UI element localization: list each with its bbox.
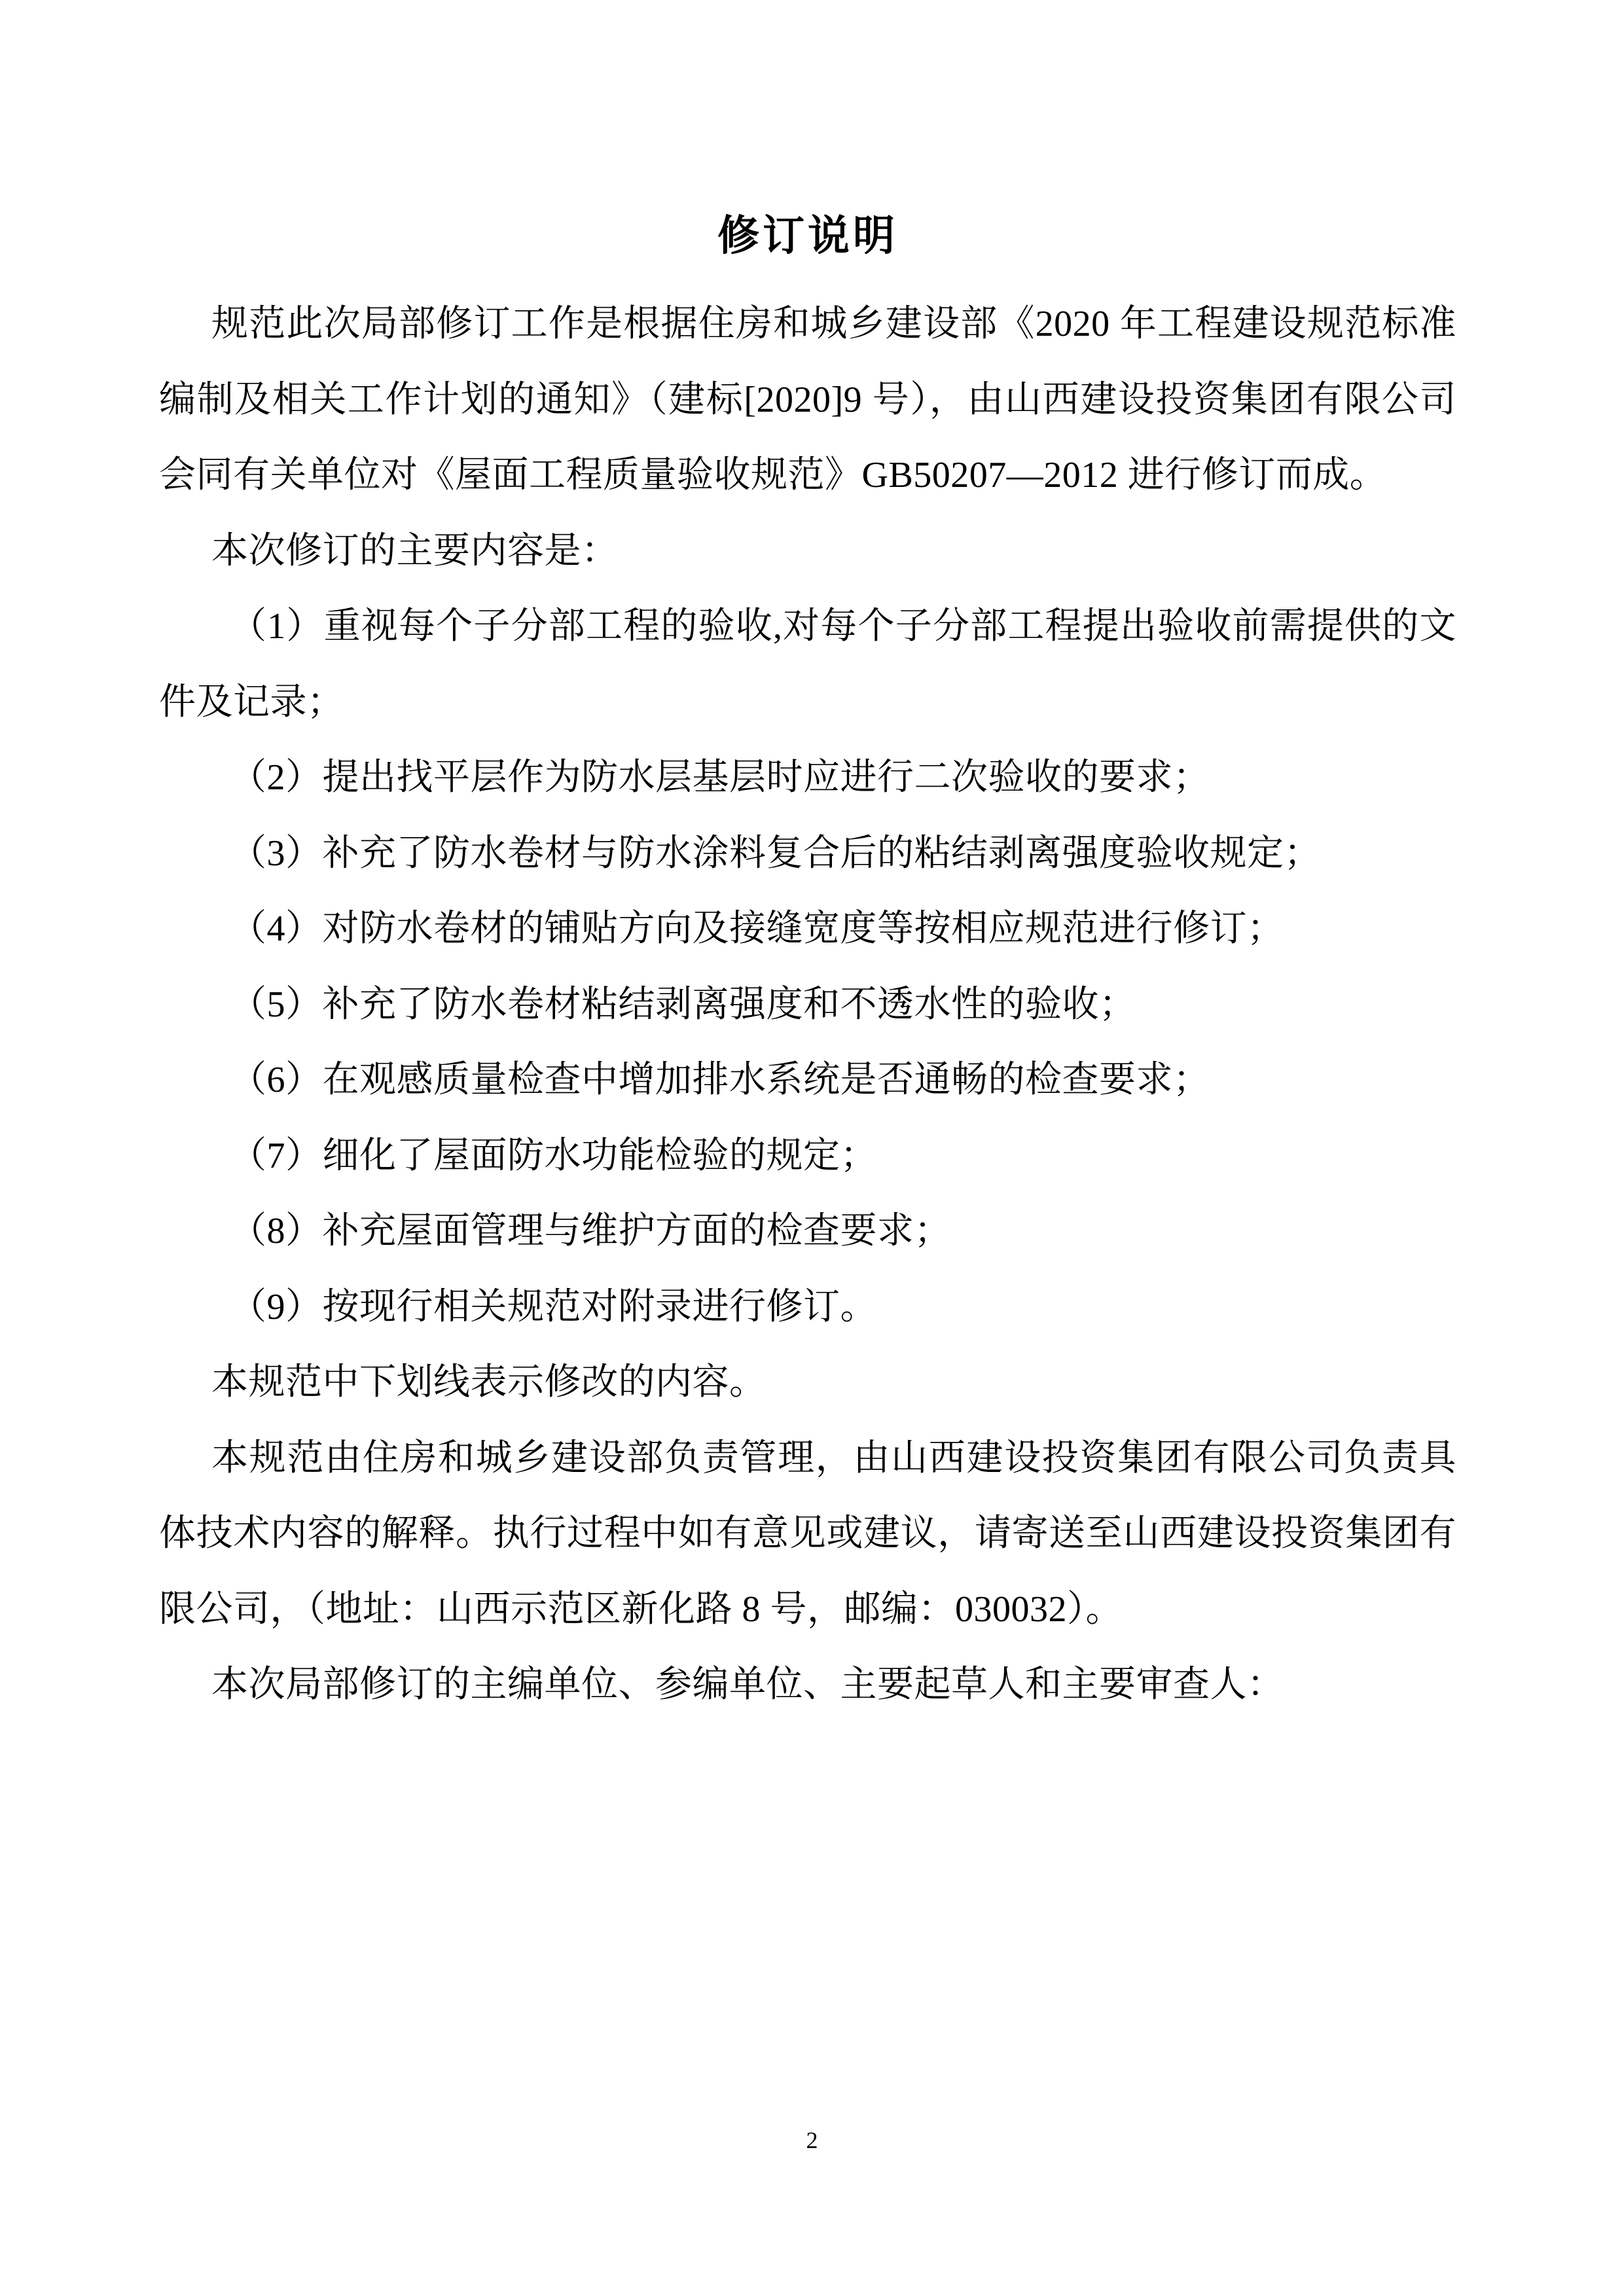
document-title: 修订说明 (717, 212, 898, 259)
page-content (159, 0, 1456, 1723)
paragraph-revision-basis: 规范此次局部修订工作是根据住房和城乡建设部《2020 年工程建设规范标准编制及相关工作计划的通知》（建标[2020]9 号），由山西建设投资集团有限公司会同有关单位对《屋面工程质量验收规范》GB50207—2012 进行修订而成。 (159, 304, 1456, 495)
list-item-1: （1）重视每个子分部工程的验收,对每个子分部工程提出验收前需提供的文件及记录； (159, 606, 1456, 723)
paragraph-management-and-feedback: 本规范由住房和城乡建设部负责管理，由山西建设投资集团有限公司负责具体技术内容的解释。执行过程中如有意见或建议，请寄送至山西建设投资集团有限公司，（地址：山西示范区新化路 8 号，邮编：030032）。 (159, 1437, 1456, 1630)
list-item-6: （6）在观感质量检查中增加排水系统是否通畅的检查要求； (230, 1060, 1210, 1100)
document-body (159, 287, 1456, 1723)
list-item-7: （7）细化了屋面防水功能检验的规定； (230, 1135, 877, 1176)
paragraph-underline-note: 本规范中下划线表示修改的内容。 (211, 1362, 767, 1403)
list-item-3: （3）补充了防水卷材与防水涂料复合后的粘结剥离强度验收规定； (230, 833, 1321, 874)
list-item-9: （9）按现行相关规范对附录进行修订。 (230, 1286, 877, 1327)
list-item-8: （8）补充屋面管理与维护方面的检查要求； (230, 1211, 951, 1251)
paragraph-main-contents-lead: 本次修订的主要内容是： (211, 530, 619, 571)
paragraph-units-lead: 本次局部修订的主编单位、参编单位、主要起草人和主要审查人： (211, 1664, 1284, 1705)
list-item-4: （4）对防水卷材的铺贴方向及接缝宽度等按相应规范进行修订； (230, 908, 1284, 949)
list-item-5: （5）补充了防水卷材粘结剥离强度和不透水性的验收； (230, 984, 1136, 1025)
page-number: 2 (806, 2127, 818, 2153)
list-item-2: （2）提出找平层作为防水层基层时应进行二次验收的要求； (230, 757, 1210, 798)
